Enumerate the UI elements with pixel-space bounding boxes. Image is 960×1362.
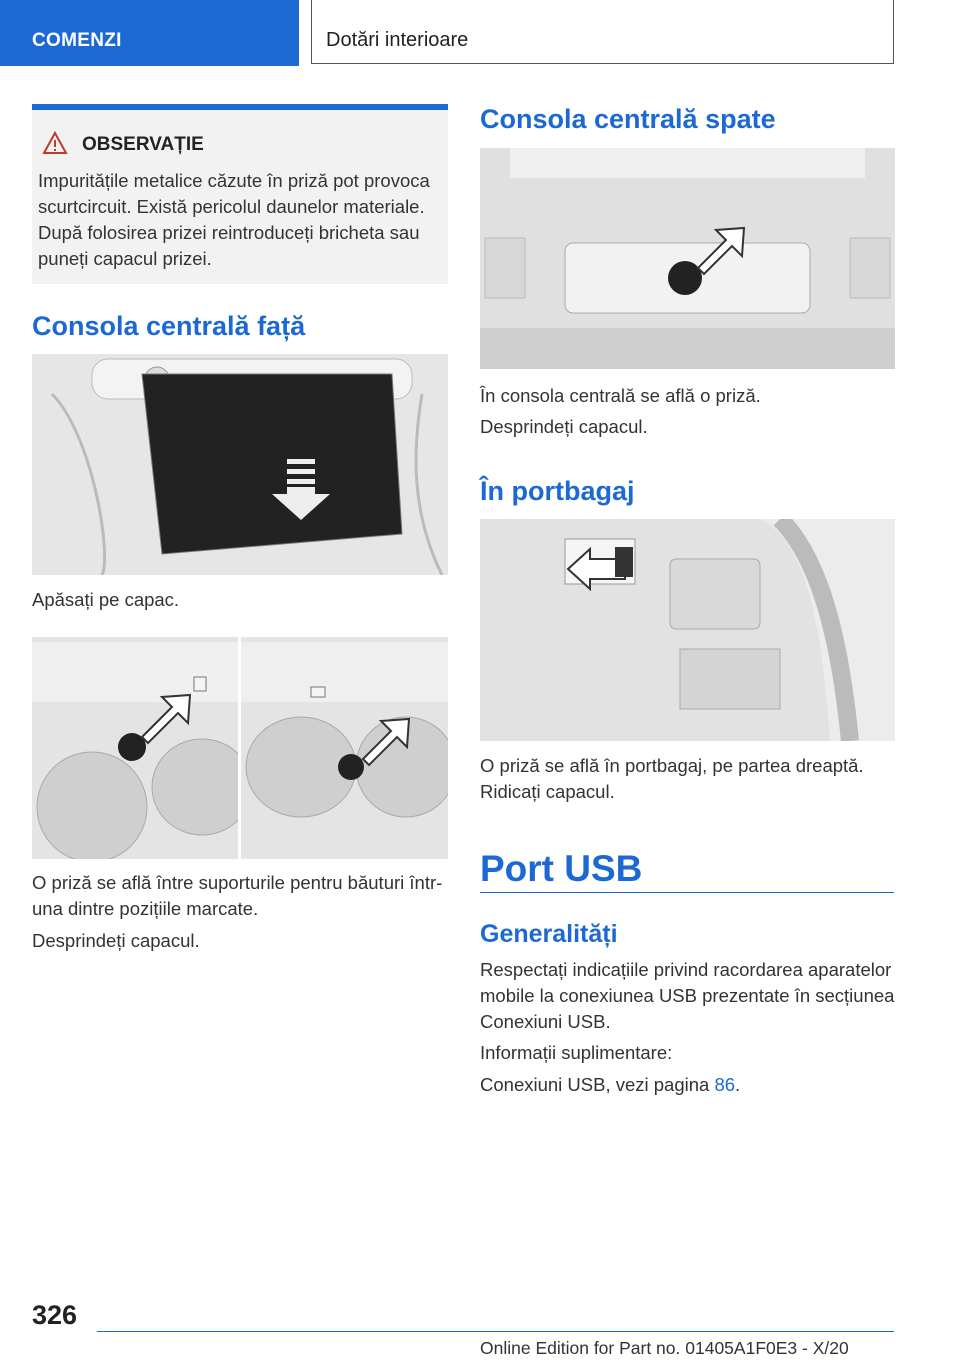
notice-title: OBSERVAȚIE: [82, 134, 204, 155]
usb-title-rule: [480, 892, 894, 893]
footer-rule: [97, 1331, 894, 1332]
front-console-image: [32, 354, 448, 575]
rear-remove-cover-text: Desprindeți capacul.: [480, 416, 648, 437]
header-subsection-label: Dotări interioare: [326, 29, 469, 51]
rear-console-image: [480, 148, 895, 369]
notice-text: Impuritățile metalice căzute în priză pot provoca scurtcircuit. Există pericolul daunelor materiale. După folosirea prizei reintroduceți bricheta sau puneți capacul prizei.: [38, 170, 430, 269]
usb-subheading: Generalități: [480, 920, 618, 948]
footer-edition: Online Edition for Part no. 01405A1F0E3 - X/20: [480, 1338, 849, 1358]
trunk-text: O priză se află în portbagaj, pe partea dreaptă. Ridicați capacul.: [480, 755, 864, 802]
usb-reference-suffix: .: [735, 1074, 741, 1095]
page-number: 326: [32, 1300, 78, 1330]
header-subsection-box: [311, 0, 894, 64]
warning-icon: [42, 131, 68, 155]
heading-front-console: Consola centrală față: [32, 311, 306, 341]
notice-box: [32, 104, 448, 284]
cupholder-image-right: [241, 637, 448, 859]
usb-reference-text: Conexiuni USB, vezi pagina: [480, 1074, 715, 1095]
heading-trunk: În portbagaj: [480, 476, 635, 506]
usb-general-text: Respectați indicațiile privind racordarea aparatelor mobile la conexiunea USB prezentate în secțiunea Conexiuni USB.: [480, 959, 895, 1032]
trunk-image: [480, 519, 895, 741]
usb-info-label: Informații suplimentare:: [480, 1042, 673, 1063]
page-86-link[interactable]: 86: [714, 1074, 736, 1095]
header-section-tab: [0, 0, 299, 66]
usb-reference: [480, 1072, 740, 1098]
caption-outlet-cupholders: O priză se află între suporturile pentru băuturi într-una dintre pozițiile marcate.: [32, 872, 443, 919]
header-section-label: COMENZI: [32, 30, 122, 51]
caption-remove-cover-front: Desprindeți capacul.: [32, 930, 200, 951]
cupholder-image-left: [32, 637, 238, 859]
usb-title: Port USB: [480, 848, 643, 889]
rear-console-text: În consola centrală se află o priză.: [480, 385, 761, 406]
caption-press-cover: Apăsați pe capac.: [32, 589, 180, 610]
heading-rear-console: Consola centrală spate: [480, 104, 776, 134]
